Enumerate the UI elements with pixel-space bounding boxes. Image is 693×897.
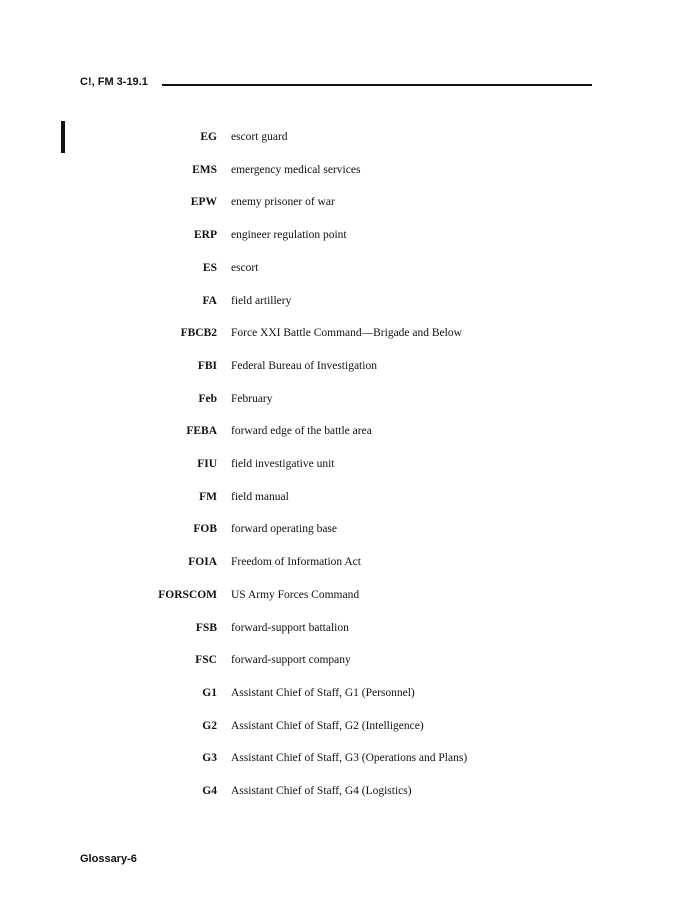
- glossary-term: FA: [202, 294, 217, 307]
- glossary-entry: [0, 488, 693, 506]
- glossary-term: G4: [202, 785, 217, 797]
- glossary-entry: [0, 455, 693, 473]
- glossary-entry: [0, 619, 693, 637]
- glossary-entry: [0, 161, 693, 179]
- glossary-definition: Freedom of Information Act: [231, 556, 361, 569]
- glossary-entry: [0, 193, 693, 211]
- glossary-term: FOB: [193, 523, 217, 536]
- glossary-entry: [0, 586, 693, 604]
- glossary-definition: Assistant Chief of Staff, G3 (Operations and Plans): [231, 752, 468, 765]
- glossary-definition: forward operating base: [231, 523, 338, 536]
- glossary-definition: Assistant Chief of Staff, G2 (Intelligence): [231, 719, 424, 732]
- glossary-term: G2: [202, 719, 217, 732]
- glossary-definition: Federal Bureau of Investigation: [231, 359, 377, 372]
- glossary-term: FSB: [195, 621, 217, 634]
- glossary-definition: Assistant Chief of Staff, G1 (Personnel): [231, 686, 415, 699]
- glossary-definition: enemy prisoner of war: [231, 196, 335, 209]
- page-number-label: Glossary-6: [80, 853, 137, 865]
- glossary-entry: [0, 324, 693, 342]
- glossary-entry: [0, 520, 693, 538]
- glossary-term: EG: [200, 131, 217, 143]
- header-rule: [162, 84, 592, 86]
- glossary-definition: field investigative unit: [231, 458, 335, 470]
- glossary-term: FOIA: [188, 556, 217, 569]
- glossary-entry: [0, 553, 693, 571]
- glossary-definition: US Army Forces Command: [231, 588, 360, 601]
- glossary-entry: [0, 128, 693, 146]
- glossary-term: FSC: [195, 654, 217, 667]
- glossary-definition: forward edge of the battle area: [231, 425, 372, 438]
- glossary-entry: [0, 292, 693, 310]
- glossary-definition: field artillery: [231, 294, 292, 307]
- glossary-definition: emergency medical services: [231, 163, 361, 176]
- glossary-term: Feb: [198, 392, 217, 405]
- glossary-entry: [0, 684, 693, 702]
- glossary-term: FBI: [197, 359, 217, 372]
- glossary-entry: [0, 357, 693, 375]
- glossary-entry: [0, 390, 693, 408]
- glossary-entry: [0, 651, 693, 669]
- glossary-term: FBCB2: [180, 327, 217, 340]
- glossary-definition: field manual: [231, 490, 289, 503]
- glossary-entry: [0, 749, 693, 767]
- glossary-definition: escort guard: [231, 131, 288, 143]
- glossary-term: FM: [199, 490, 217, 503]
- glossary-term: G3: [202, 752, 217, 765]
- glossary-definition: forward-support company: [231, 654, 351, 667]
- glossary-definition: February: [231, 392, 273, 405]
- glossary-term: G1: [202, 686, 217, 699]
- glossary-entry: [0, 259, 693, 277]
- glossary-definition: engineer regulation point: [231, 229, 347, 242]
- glossary-entry: [0, 782, 693, 800]
- glossary-definition: escort: [231, 261, 259, 274]
- glossary-term: ERP: [194, 229, 217, 242]
- glossary-term: EPW: [190, 196, 217, 209]
- glossary-definition: Assistant Chief of Staff, G4 (Logistics): [231, 785, 412, 797]
- glossary-term: FORSCOM: [158, 588, 217, 601]
- glossary-entry: [0, 422, 693, 440]
- glossary-term: EMS: [192, 163, 217, 176]
- glossary-definition: Force XXI Battle Command—Brigade and Below: [231, 327, 462, 340]
- glossary-definition: forward-support battalion: [231, 621, 349, 634]
- glossary-term: ES: [202, 261, 217, 274]
- glossary-term: FEBA: [186, 425, 217, 438]
- document-header-title: C!, FM 3-19.1: [80, 76, 148, 88]
- glossary-entry: [0, 717, 693, 735]
- glossary-entry: [0, 226, 693, 244]
- glossary-term: FIU: [197, 458, 217, 470]
